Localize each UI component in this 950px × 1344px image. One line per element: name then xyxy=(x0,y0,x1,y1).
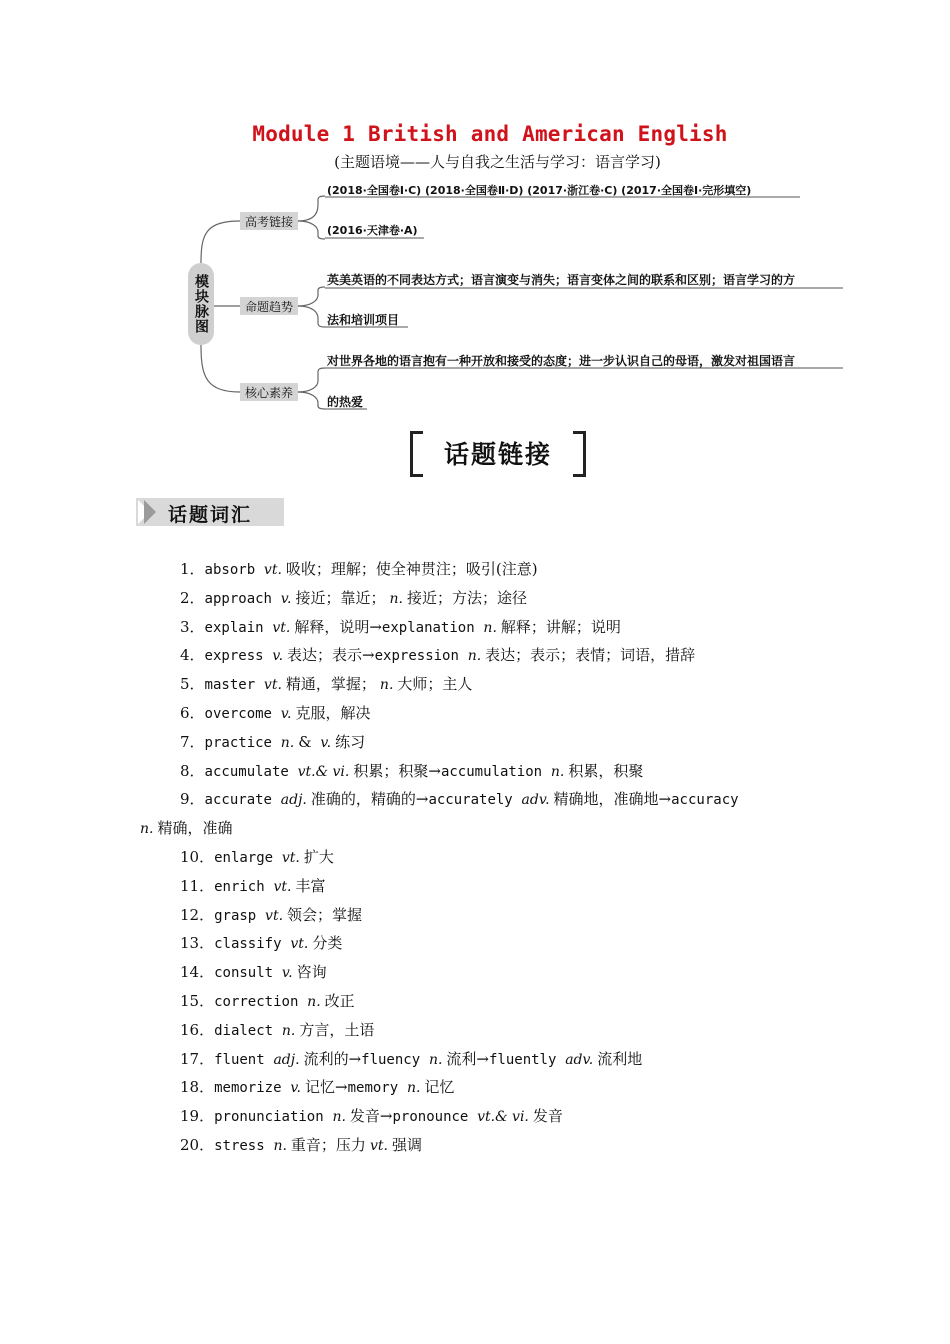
left-bracket-icon xyxy=(410,431,423,477)
vocab-meaning: 流利→ xyxy=(446,1049,489,1068)
vocab-pos: v. xyxy=(281,965,293,982)
vocab-item xyxy=(136,614,836,643)
vocab-pos: n. xyxy=(483,619,497,636)
vocab-pos: v. xyxy=(320,734,332,751)
vocab-meaning: 丰富 xyxy=(295,876,326,895)
vocab-item xyxy=(136,815,836,844)
vocab-meaning: 发音 xyxy=(532,1107,563,1126)
vocab-item xyxy=(136,700,836,729)
topic-link-label: 话题链接 xyxy=(443,440,552,469)
vocab-word: pronounce xyxy=(392,1109,469,1126)
vocab-pos: vt. xyxy=(273,878,292,895)
vocab-meaning: 方言，土语 xyxy=(299,1020,375,1039)
vocab-pos: n. xyxy=(389,590,403,607)
vocab-word: master xyxy=(204,677,256,694)
vocab-pos: vt. xyxy=(290,936,309,953)
vocab-item xyxy=(136,930,836,959)
vocab-pos: n. xyxy=(406,1080,421,1097)
vocab-item xyxy=(136,671,836,700)
vocab-pos: n. xyxy=(280,734,295,751)
vocab-pos: vt. xyxy=(265,907,284,924)
vocab-meaning: 准确的，精确的→ xyxy=(310,790,429,809)
vocab-pos: v. xyxy=(290,1080,302,1097)
vocab-pos: n. xyxy=(428,1051,443,1068)
vocab-number: 14． xyxy=(180,963,215,982)
vocab-meaning: 咨询 xyxy=(296,963,327,982)
vocab-item xyxy=(136,1074,836,1103)
vocab-number: 8． xyxy=(180,761,205,780)
vocab-meaning: 解释，说明→ xyxy=(294,617,382,636)
vocab-word: expression xyxy=(374,648,459,665)
vocab-item xyxy=(136,758,836,787)
vocab-pos: v. xyxy=(280,705,292,722)
vocab-meaning: 记忆 xyxy=(424,1078,455,1097)
vocab-item xyxy=(136,585,836,614)
vocab-pos: n. xyxy=(379,677,394,694)
vocab-word: express xyxy=(204,648,264,665)
vocab-pos: v. xyxy=(280,590,292,607)
vocab-word: fluent xyxy=(214,1051,265,1068)
vocab-pos: vt.& vi. xyxy=(297,763,350,780)
vocab-meaning: 吸收；理解；使全神贯注；吸引(注意) xyxy=(285,560,538,578)
section-title: 话题词汇 xyxy=(168,504,253,526)
mindmap-root xyxy=(188,263,214,345)
vocab-number: 19． xyxy=(180,1107,215,1126)
mindmap-root-label: 模块脉图 xyxy=(193,274,209,334)
vocab-word: explain xyxy=(204,619,264,636)
vocab-word: memorize xyxy=(214,1080,282,1097)
vocab-meaning: 大师；主人 xyxy=(397,675,473,694)
vocab-meaning: 记忆→ xyxy=(305,1078,348,1097)
vocab-word: classify xyxy=(214,936,282,953)
vocab-word: fluently xyxy=(488,1051,557,1068)
vocab-meaning: 精确，准确 xyxy=(157,819,233,838)
mindmap-branch-gaokao: 高考链接 xyxy=(240,212,298,230)
vocab-item xyxy=(136,1046,836,1075)
vocab-meaning: 表达；表示→ xyxy=(287,646,375,665)
mindmap-branch-literacy: 核心素养 xyxy=(240,383,298,401)
module-title: Module 1 British and American English xyxy=(252,122,728,146)
chevron-right-icon xyxy=(136,498,160,526)
vocab-meaning: 接近；靠近； xyxy=(295,588,386,607)
vocab-meaning: 发音→ xyxy=(349,1107,393,1126)
vocab-number: 18． xyxy=(180,1078,215,1097)
vocab-meaning: & xyxy=(298,732,317,751)
vocab-meaning: 分类 xyxy=(312,934,343,953)
vocab-number: 13． xyxy=(180,934,215,953)
module-subtitle: (主题语境——人与自我之生活与学习：语言学习) xyxy=(334,153,661,171)
vocab-item xyxy=(136,959,836,988)
vocab-number: 9． xyxy=(180,790,205,809)
vocab-word: accuracy xyxy=(671,792,739,809)
vocab-item xyxy=(136,902,836,931)
vocab-meaning: 强调 xyxy=(391,1135,422,1154)
literacy-line-1: 对世界各地的语言抱有一种开放和接受的态度；进一步认识自己的母语，激发对祖国语言 xyxy=(327,354,796,368)
vocab-list xyxy=(136,556,836,1161)
topic-link-banner xyxy=(410,431,586,473)
vocab-meaning: 领会；掌握 xyxy=(287,905,363,924)
vocab-meaning: 改正 xyxy=(324,991,355,1010)
vocab-word: stress xyxy=(214,1137,265,1154)
trend-line-2: 法和培训项目 xyxy=(327,313,400,327)
vocab-number: 3． xyxy=(180,617,205,636)
vocab-number: 10． xyxy=(180,847,215,866)
vocab-meaning: 流利地 xyxy=(597,1049,643,1068)
vocab-number: 12． xyxy=(180,905,215,924)
vocab-number: 4． xyxy=(180,646,205,665)
vocab-number: 2． xyxy=(180,588,205,607)
vocab-pos: adj. xyxy=(280,792,307,809)
vocab-pos: vt. xyxy=(263,677,282,694)
vocab-word: explanation xyxy=(381,619,475,636)
vocab-word: accurately xyxy=(428,792,513,809)
vocab-meaning: 积累，积聚 xyxy=(568,761,644,780)
vocab-number: 1． xyxy=(180,560,205,578)
vocab-pos: v. xyxy=(272,648,284,665)
gaokao-line-1: (2018·全国卷Ⅰ·C) (2018·全国卷Ⅱ·D) (2017·浙江卷·C) (2017·全国卷Ⅰ·完形填空) xyxy=(327,184,752,197)
vocab-word: absorb xyxy=(204,562,256,578)
gaokao-line-2: (2016·天津卷·A) xyxy=(327,224,418,237)
vocab-word: practice xyxy=(204,734,272,751)
right-bracket-icon xyxy=(573,431,586,477)
vocab-meaning: 精通，掌握； xyxy=(285,675,376,694)
vocab-item xyxy=(136,786,836,815)
vocab-meaning: 解释；讲解；说明 xyxy=(500,617,621,636)
vocab-number: 16． xyxy=(180,1020,215,1039)
vocab-item xyxy=(136,844,836,873)
vocab-word: dialect xyxy=(214,1022,274,1039)
vocab-item xyxy=(136,556,836,585)
vocab-item xyxy=(136,1132,836,1161)
vocab-pos: adj. xyxy=(273,1051,300,1068)
vocab-pos: vt. xyxy=(369,1137,388,1154)
vocab-meaning: 扩大 xyxy=(303,847,334,866)
vocab-word: accumulate xyxy=(204,763,289,780)
vocab-pos: vt. xyxy=(281,849,300,866)
vocab-pos: n. xyxy=(332,1109,346,1126)
vocab-word: pronunciation xyxy=(214,1109,324,1126)
vocab-number: 5． xyxy=(180,675,205,694)
vocab-number: 15． xyxy=(180,991,215,1010)
vocab-word: consult xyxy=(214,965,274,982)
vocab-number: 7． xyxy=(180,732,205,751)
vocab-word: enlarge xyxy=(214,849,274,866)
vocab-meaning: 流利的→ xyxy=(303,1049,362,1068)
vocab-meaning: 接近；方法；途径 xyxy=(406,588,527,607)
trend-line-1: 英美英语的不同表达方式；语言演变与消失；语言变体之间的联系和区别；语言学习的方 xyxy=(327,273,796,287)
vocab-word: overcome xyxy=(204,705,272,722)
vocab-pos: vt. xyxy=(263,562,282,578)
vocab-word: memory xyxy=(347,1080,399,1097)
vocab-meaning: 精确地，准确地→ xyxy=(553,790,672,809)
vocab-number: 6． xyxy=(180,703,205,722)
vocab-number: 17． xyxy=(180,1049,215,1068)
vocab-meaning: 积累；积聚→ xyxy=(353,761,441,780)
vocab-item xyxy=(136,873,836,902)
vocab-item xyxy=(136,1103,836,1132)
vocab-word: accumulation xyxy=(440,763,543,780)
vocab-pos: n. xyxy=(273,1137,287,1154)
vocab-pos: n. xyxy=(140,821,154,838)
vocab-pos: n. xyxy=(307,993,321,1010)
vocab-meaning: 表达；表示；表情；词语，措辞 xyxy=(485,646,696,665)
vocab-word: fluency xyxy=(361,1051,421,1068)
vocab-meaning: 重音；压力 xyxy=(290,1135,366,1154)
vocab-meaning: 克服，解决 xyxy=(295,703,371,722)
vocab-word: enrich xyxy=(214,878,265,895)
mindmap-branch-trend: 命题趋势 xyxy=(240,297,298,315)
vocab-word: grasp xyxy=(214,907,257,924)
vocab-item xyxy=(136,642,836,671)
vocab-pos: n. xyxy=(281,1022,296,1039)
vocab-pos: adv. xyxy=(565,1051,594,1068)
vocab-number: 11． xyxy=(180,876,215,895)
vocab-word: accurate xyxy=(204,792,272,809)
vocab-word: approach xyxy=(204,590,272,607)
vocab-pos: adv. xyxy=(521,792,550,809)
vocab-number: 20． xyxy=(180,1135,215,1154)
vocab-pos: vt. xyxy=(272,619,291,636)
vocab-word: correction xyxy=(214,993,299,1010)
vocab-item xyxy=(136,988,836,1017)
vocab-meaning: 练习 xyxy=(335,732,366,751)
section-header-vocab xyxy=(136,498,284,526)
vocab-item xyxy=(136,729,836,758)
vocab-item xyxy=(136,1017,836,1046)
vocab-pos: n. xyxy=(467,648,482,665)
vocab-pos: n. xyxy=(550,763,565,780)
literacy-line-2: 的热爱 xyxy=(327,395,364,409)
vocab-pos: vt.& vi. xyxy=(477,1109,529,1126)
